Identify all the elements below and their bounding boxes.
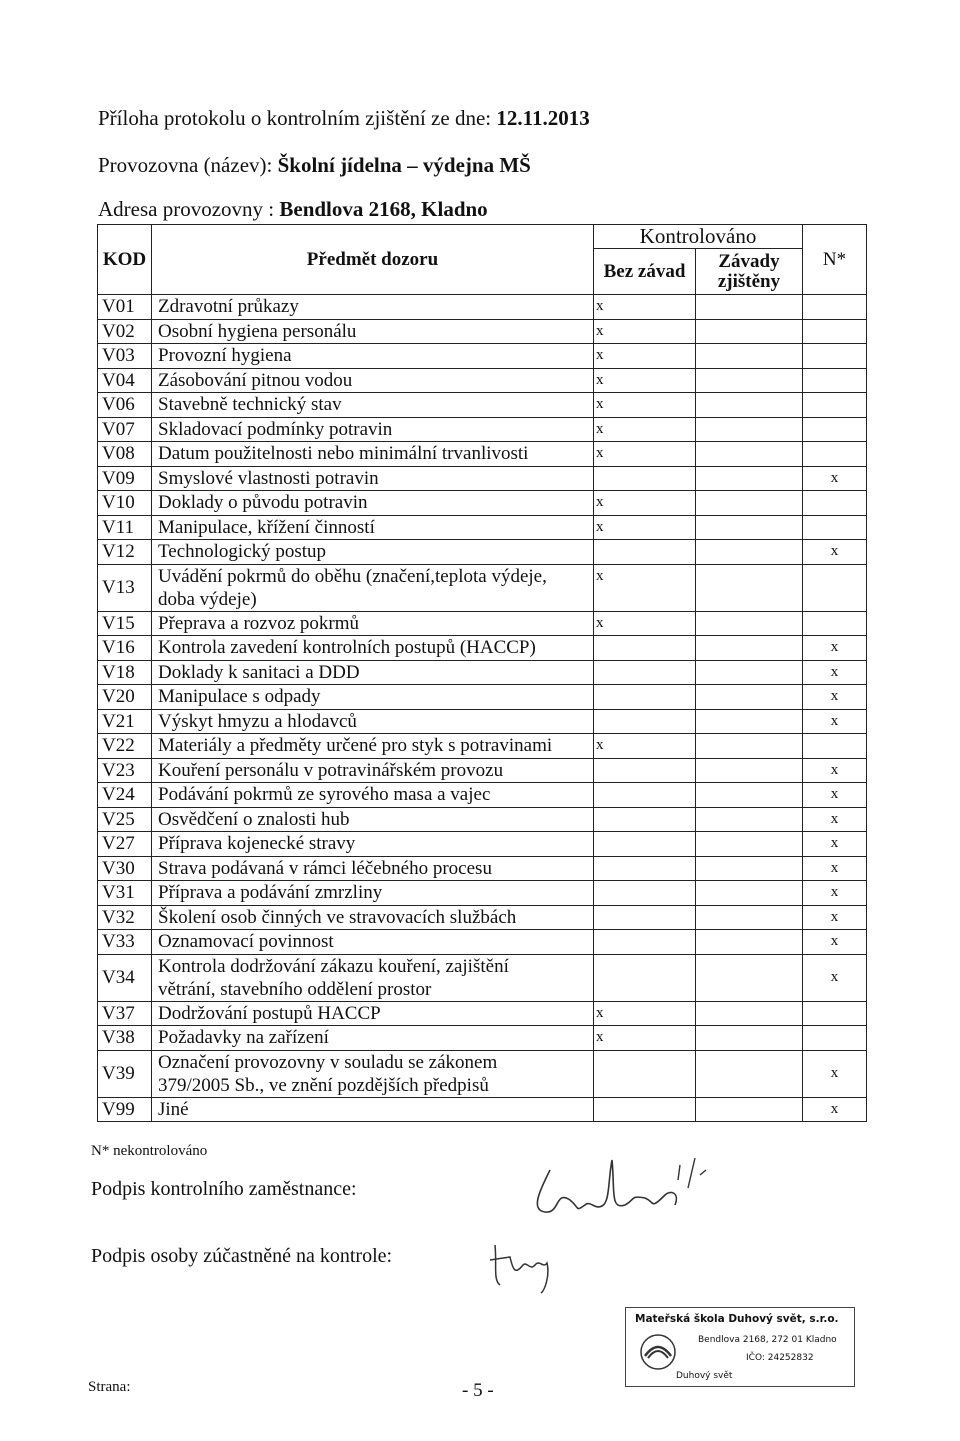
row-subject <box>152 540 594 565</box>
cell-defects <box>696 856 803 881</box>
row-subject-line: Přeprava a rozvoz pokrmů <box>158 612 360 634</box>
row-subject <box>152 1097 594 1122</box>
table-row <box>98 881 867 906</box>
row-code: V02 <box>98 319 152 344</box>
col-no-defects-header: Bez závad <box>594 249 696 295</box>
cell-not-checked <box>803 393 867 418</box>
table-row <box>98 466 867 491</box>
cell-not-checked <box>803 295 867 320</box>
row-subject <box>152 1026 594 1051</box>
inspector-signature-label: Podpis kontrolního zaměstnance: <box>91 1178 357 1200</box>
table-row <box>98 611 867 636</box>
row-subject <box>152 1001 594 1026</box>
row-code: V34 <box>98 954 152 1001</box>
establishment-name-line <box>98 153 531 178</box>
row-code: V33 <box>98 930 152 955</box>
stamp-logo-text: Duhový svět <box>676 1371 733 1381</box>
page-number: - 5 - <box>462 1380 494 1401</box>
cell-no-defects: x <box>594 564 696 611</box>
table-row <box>98 1026 867 1051</box>
row-subject <box>152 734 594 759</box>
row-subject-line: Technologický postup <box>158 541 327 563</box>
table-row <box>98 783 867 808</box>
col-defects-header: Závady zjištěny <box>696 249 803 295</box>
cell-no-defects <box>594 636 696 661</box>
cell-not-checked: x <box>803 905 867 930</box>
cell-no-defects <box>594 540 696 565</box>
row-subject <box>152 611 594 636</box>
table-row <box>98 368 867 393</box>
table-row <box>98 807 867 832</box>
cell-no-defects: x <box>594 1026 696 1051</box>
table-row <box>98 564 867 611</box>
col-kod-header: KOD <box>98 225 152 295</box>
cell-no-defects <box>594 1097 696 1122</box>
row-code: V09 <box>98 466 152 491</box>
cell-no-defects <box>594 758 696 783</box>
cell-defects <box>696 954 803 1001</box>
row-subject-line: Doklady o původu potravin <box>158 492 368 514</box>
cell-defects <box>696 1001 803 1026</box>
cell-no-defects <box>594 930 696 955</box>
row-subject-line: Kontrola zavedení kontrolních postupů (HACCP) <box>158 637 536 659</box>
cell-defects <box>696 1050 803 1097</box>
table-row <box>98 660 867 685</box>
row-subject <box>152 442 594 467</box>
protocol-date-label: Příloha protokolu o kontrolním zjištění ze dne: <box>98 106 497 130</box>
cell-defects <box>696 295 803 320</box>
cell-no-defects: x <box>594 393 696 418</box>
cell-defects <box>696 832 803 857</box>
cell-defects <box>696 783 803 808</box>
row-subject <box>152 930 594 955</box>
row-subject-line: Skladovací podmínky potravin <box>158 418 393 440</box>
row-subject-line: Smyslové vlastnosti potravin <box>158 467 379 489</box>
table-row <box>98 832 867 857</box>
row-subject-line: 379/2005 Sb., ve znění pozdějších předpisů <box>158 1074 489 1096</box>
cell-no-defects: x <box>594 734 696 759</box>
stamp-name: Mateřská škola Duhový svět, s.r.o. <box>635 1313 839 1325</box>
cell-no-defects: x <box>594 344 696 369</box>
table-row <box>98 295 867 320</box>
cell-not-checked: x <box>803 660 867 685</box>
cell-defects <box>696 491 803 516</box>
cell-defects <box>696 393 803 418</box>
row-subject <box>152 491 594 516</box>
cell-no-defects: x <box>594 417 696 442</box>
cell-not-checked <box>803 611 867 636</box>
row-subject-line: Dodržování postupů HACCP <box>158 1002 381 1024</box>
row-subject-line: Zásobování pitnou vodou <box>158 369 353 391</box>
row-subject <box>152 515 594 540</box>
cell-no-defects <box>594 832 696 857</box>
page-label: Strana: <box>88 1379 131 1395</box>
row-subject-line: Kouření personálu v potravinářském provozu <box>158 759 504 781</box>
cell-not-checked <box>803 734 867 759</box>
cell-no-defects <box>594 685 696 710</box>
row-subject-line: Příprava kojenecké stravy <box>158 833 356 855</box>
row-code: V08 <box>98 442 152 467</box>
row-subject <box>152 368 594 393</box>
table-row <box>98 1050 867 1097</box>
cell-not-checked <box>803 515 867 540</box>
row-subject-line: Datum použitelnosti nebo minimální trvanlivosti <box>158 443 529 465</box>
row-code: V37 <box>98 1001 152 1026</box>
cell-defects <box>696 368 803 393</box>
row-subject-line: Podávání pokrmů ze syrového masa a vajec <box>158 784 491 806</box>
cell-no-defects: x <box>594 515 696 540</box>
row-subject <box>152 319 594 344</box>
row-subject <box>152 685 594 710</box>
row-subject <box>152 564 594 611</box>
cell-defects <box>696 709 803 734</box>
row-subject-line: Školení osob činných ve stravovacích službách <box>158 906 517 928</box>
row-subject-line: Jiné <box>158 1098 189 1120</box>
cell-no-defects <box>594 856 696 881</box>
row-subject-line: Požadavky na zařízení <box>158 1027 329 1049</box>
establishment-address-value: Bendlova 2168, Kladno <box>279 197 488 221</box>
table-row <box>98 393 867 418</box>
cell-not-checked: x <box>803 636 867 661</box>
cell-no-defects: x <box>594 442 696 467</box>
col-checked-header: Kontrolováno <box>594 225 803 249</box>
table-row <box>98 930 867 955</box>
row-subject-line: Uvádění pokrmů do oběhu (značení,teplota výdeje, <box>158 565 547 587</box>
stamp-ico: IČO: 24252832 <box>746 1353 814 1363</box>
cell-defects <box>696 319 803 344</box>
cell-defects <box>696 564 803 611</box>
row-subject <box>152 807 594 832</box>
cell-not-checked <box>803 491 867 516</box>
row-subject <box>152 881 594 906</box>
row-subject <box>152 344 594 369</box>
cell-not-checked: x <box>803 954 867 1001</box>
row-code: V07 <box>98 417 152 442</box>
cell-no-defects: x <box>594 491 696 516</box>
table-row <box>98 856 867 881</box>
row-subject-line: Příprava a podávání zmrzliny <box>158 882 383 904</box>
row-subject-line: větrání, stavebního oddělení prostor <box>158 978 432 1000</box>
row-subject <box>152 832 594 857</box>
cell-not-checked: x <box>803 709 867 734</box>
cell-not-checked <box>803 1026 867 1051</box>
cell-no-defects: x <box>594 611 696 636</box>
table-row <box>98 515 867 540</box>
row-code: V22 <box>98 734 152 759</box>
establishment-address-label: Adresa provozovny : <box>98 197 280 221</box>
table-row <box>98 636 867 661</box>
row-subject <box>152 783 594 808</box>
cell-defects <box>696 881 803 906</box>
table-row <box>98 540 867 565</box>
row-code: V21 <box>98 709 152 734</box>
col-subject-header: Předmět dozoru <box>152 225 594 295</box>
cell-not-checked <box>803 1001 867 1026</box>
table-row <box>98 442 867 467</box>
cell-no-defects <box>594 881 696 906</box>
table-row <box>98 954 867 1001</box>
row-subject <box>152 417 594 442</box>
row-subject-line: Manipulace, křížení činností <box>158 516 375 538</box>
row-code: V31 <box>98 881 152 906</box>
cell-not-checked: x <box>803 540 867 565</box>
row-subject-line: Osobní hygiena personálu <box>158 320 357 342</box>
row-subject <box>152 466 594 491</box>
row-code: V01 <box>98 295 152 320</box>
cell-not-checked <box>803 319 867 344</box>
cell-defects <box>696 905 803 930</box>
stamp-address: Bendlova 2168, 272 01 Kladno <box>698 1335 837 1345</box>
row-subject-line: Provozní hygiena <box>158 345 292 367</box>
row-code: V38 <box>98 1026 152 1051</box>
row-code: V30 <box>98 856 152 881</box>
cell-defects <box>696 344 803 369</box>
cell-defects <box>696 611 803 636</box>
col-not-checked-header: N* <box>803 225 867 295</box>
cell-no-defects <box>594 954 696 1001</box>
row-code: V18 <box>98 660 152 685</box>
cell-no-defects <box>594 783 696 808</box>
row-subject <box>152 954 594 1001</box>
cell-defects <box>696 734 803 759</box>
row-subject-line: Označení provozovny v souladu se zákonem <box>158 1051 498 1073</box>
row-subject <box>152 856 594 881</box>
row-subject <box>152 636 594 661</box>
participant-signature <box>485 1235 565 1295</box>
row-code: V25 <box>98 807 152 832</box>
row-code: V06 <box>98 393 152 418</box>
cell-not-checked: x <box>803 783 867 808</box>
cell-not-checked: x <box>803 930 867 955</box>
row-subject-line: Kontrola dodržování zákazu kouření, zajištění <box>158 955 509 977</box>
cell-not-checked: x <box>803 685 867 710</box>
row-code: V20 <box>98 685 152 710</box>
cell-defects <box>696 660 803 685</box>
cell-no-defects <box>594 466 696 491</box>
row-subject <box>152 709 594 734</box>
cell-defects <box>696 466 803 491</box>
table-row <box>98 758 867 783</box>
table-row <box>98 491 867 516</box>
cell-not-checked: x <box>803 856 867 881</box>
cell-defects <box>696 515 803 540</box>
table-row <box>98 319 867 344</box>
table-row <box>98 1097 867 1122</box>
protocol-date-value: 12.11.2013 <box>496 106 590 130</box>
participant-signature-label: Podpis osoby zúčastněné na kontrole: <box>91 1245 393 1267</box>
footnote: N* nekontrolováno <box>91 1143 208 1159</box>
protocol-date-line <box>98 106 590 131</box>
row-subject-line: Doklady k sanitaci a DDD <box>158 661 360 683</box>
row-code: V03 <box>98 344 152 369</box>
table-row <box>98 685 867 710</box>
table-row <box>98 734 867 759</box>
cell-not-checked: x <box>803 881 867 906</box>
school-stamp <box>625 1307 855 1387</box>
cell-no-defects: x <box>594 319 696 344</box>
cell-defects <box>696 442 803 467</box>
row-subject-line: Oznamovací povinnost <box>158 931 334 953</box>
row-subject-line: Osvědčení o znalosti hub <box>158 808 350 830</box>
cell-not-checked: x <box>803 807 867 832</box>
cell-defects <box>696 758 803 783</box>
cell-defects <box>696 1097 803 1122</box>
cell-not-checked <box>803 564 867 611</box>
row-code: V24 <box>98 783 152 808</box>
establishment-name-value: Školní jídelna – výdejna MŠ <box>277 153 531 177</box>
row-subject <box>152 1050 594 1097</box>
cell-defects <box>696 1026 803 1051</box>
cell-defects <box>696 540 803 565</box>
row-code: V04 <box>98 368 152 393</box>
rainbow-logo-icon <box>638 1332 678 1372</box>
cell-not-checked: x <box>803 1050 867 1097</box>
inspection-table <box>97 224 867 1122</box>
cell-defects <box>696 930 803 955</box>
row-code: V11 <box>98 515 152 540</box>
cell-no-defects <box>594 905 696 930</box>
row-code: V12 <box>98 540 152 565</box>
cell-no-defects: x <box>594 295 696 320</box>
cell-not-checked <box>803 344 867 369</box>
row-subject-line: doba výdeje) <box>158 588 257 610</box>
row-subject <box>152 295 594 320</box>
cell-not-checked <box>803 442 867 467</box>
table-row <box>98 417 867 442</box>
cell-not-checked: x <box>803 1097 867 1122</box>
cell-not-checked <box>803 417 867 442</box>
table-row <box>98 709 867 734</box>
row-subject <box>152 758 594 783</box>
row-subject-line: Stavebně technický stav <box>158 394 342 416</box>
cell-defects <box>696 417 803 442</box>
table-row <box>98 344 867 369</box>
row-code: V99 <box>98 1097 152 1122</box>
establishment-name-label: Provozovna (název): <box>98 153 278 177</box>
establishment-address-line <box>98 197 488 222</box>
row-code: V13 <box>98 564 152 611</box>
row-code: V23 <box>98 758 152 783</box>
row-code: V32 <box>98 905 152 930</box>
row-subject-line: Výskyt hmyzu a hlodavců <box>158 710 357 732</box>
row-subject <box>152 660 594 685</box>
cell-not-checked: x <box>803 832 867 857</box>
row-code: V39 <box>98 1050 152 1097</box>
row-code: V16 <box>98 636 152 661</box>
cell-defects <box>696 636 803 661</box>
cell-not-checked <box>803 368 867 393</box>
cell-no-defects: x <box>594 368 696 393</box>
row-code: V10 <box>98 491 152 516</box>
cell-no-defects <box>594 660 696 685</box>
row-subject-line: Zdravotní průkazy <box>158 296 299 318</box>
row-subject-line: Strava podávaná v rámci léčebného procesu <box>158 857 492 879</box>
cell-no-defects: x <box>594 1001 696 1026</box>
row-code: V27 <box>98 832 152 857</box>
row-subject-line: Materiály a předměty určené pro styk s potravinami <box>158 735 553 757</box>
row-subject <box>152 393 594 418</box>
table-row <box>98 905 867 930</box>
row-code: V15 <box>98 611 152 636</box>
cell-defects <box>696 807 803 832</box>
cell-no-defects <box>594 807 696 832</box>
cell-no-defects <box>594 709 696 734</box>
cell-no-defects <box>594 1050 696 1097</box>
cell-not-checked: x <box>803 466 867 491</box>
inspection-rows <box>98 295 867 1122</box>
inspector-signature <box>530 1150 730 1230</box>
cell-defects <box>696 685 803 710</box>
row-subject <box>152 905 594 930</box>
row-subject-line: Manipulace s odpady <box>158 686 321 708</box>
cell-not-checked: x <box>803 758 867 783</box>
table-row <box>98 1001 867 1026</box>
